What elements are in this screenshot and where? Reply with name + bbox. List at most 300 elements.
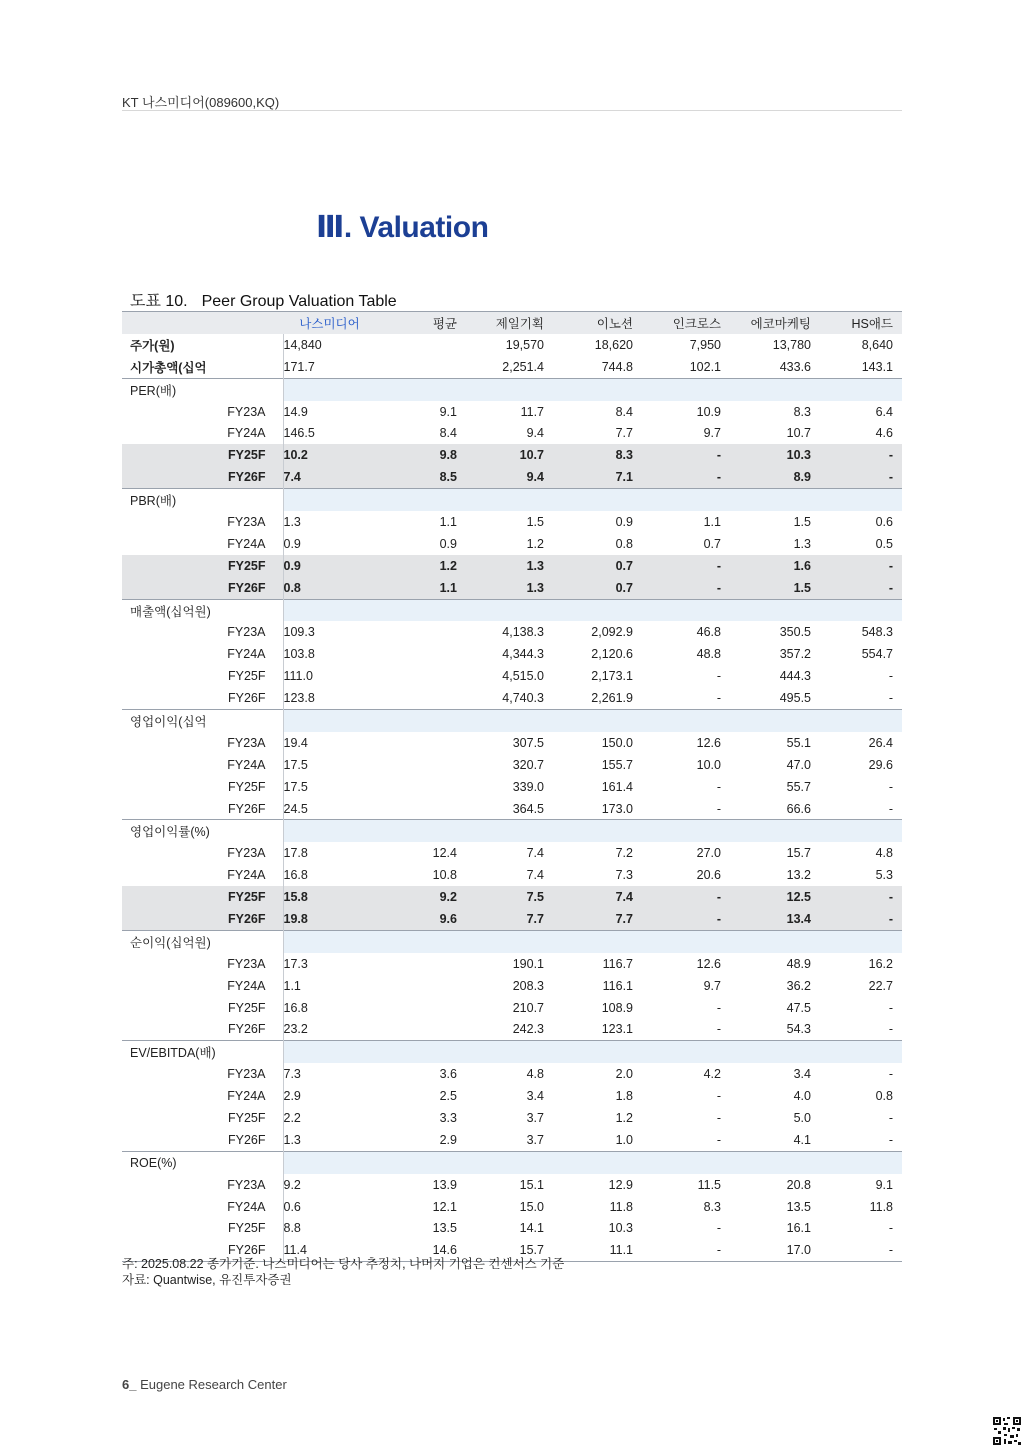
table-cell: - <box>642 444 730 466</box>
table-cell: 7.1 <box>553 466 642 488</box>
table-cell: 16.8 <box>283 1000 308 1015</box>
table-cell: 9.1 <box>439 404 457 419</box>
table-row <box>122 754 902 776</box>
table-cell: 173.0 <box>601 801 633 816</box>
table-cell: 48.9 <box>786 956 811 971</box>
table-cell: 66.6 <box>786 801 811 816</box>
table-cell: 11.7 <box>520 404 544 419</box>
table-cell: 13.9 <box>432 1177 457 1192</box>
table-cell: 1.1 <box>376 577 466 599</box>
table-row <box>122 444 902 466</box>
group-header-row <box>122 1151 902 1173</box>
table-cell: 150.0 <box>601 735 633 750</box>
table-cell: 26.4 <box>868 735 893 750</box>
table-cell <box>376 687 466 709</box>
table-cell: 10.2 <box>283 444 376 466</box>
table-cell: 102.1 <box>689 359 721 374</box>
table-row <box>122 422 902 444</box>
table-cell: 109.3 <box>283 625 315 640</box>
table-cell: 55.1 <box>786 735 811 750</box>
table-cell: 433.6 <box>779 359 811 374</box>
table-row <box>122 953 902 975</box>
footnote <box>122 1256 564 1288</box>
table-cell: - <box>716 1111 721 1125</box>
table-cell: 7.4 <box>526 846 544 861</box>
period-label: FY23A <box>122 621 283 643</box>
table-cell: 27.0 <box>696 846 721 861</box>
table-cell: 1.1 <box>283 978 301 993</box>
table-header-row <box>122 312 902 334</box>
group-label: PER(배) <box>122 378 283 400</box>
table-cell: 18,620 <box>594 337 633 352</box>
table-cell: 8,640 <box>861 337 893 352</box>
table-cell: 364.5 <box>512 801 544 816</box>
table-cell: 339.0 <box>512 779 544 794</box>
table-cell: 320.7 <box>512 757 544 772</box>
table-cell: - <box>820 886 902 908</box>
table-cell: 3.6 <box>439 1067 457 1082</box>
table-cell: 17.0 <box>786 1243 811 1258</box>
table-cell: 6.4 <box>875 404 893 419</box>
table-cell: 10.9 <box>696 404 721 419</box>
table-cell: 15.7 <box>519 1243 544 1258</box>
period-label: FY24A <box>122 643 283 665</box>
table-cell: 146.5 <box>283 426 315 441</box>
table-cell: 3.4 <box>793 1067 811 1082</box>
table-cell: - <box>888 1000 893 1015</box>
table-cell: - <box>888 669 893 684</box>
column-header: 인크로스 <box>642 312 730 334</box>
table-row <box>122 687 902 709</box>
table-cell: 15.8 <box>283 886 376 908</box>
table-cell: 9.7 <box>703 978 721 993</box>
table-cell: 444.3 <box>779 669 811 684</box>
table-row <box>122 1196 902 1218</box>
table-cell: 19.4 <box>283 735 308 750</box>
table-cell <box>376 1019 466 1041</box>
table-cell: - <box>888 691 893 706</box>
table-cell: 29.6 <box>868 757 893 772</box>
table-cell: 48.8 <box>696 647 721 662</box>
table-cell: 4,515.0 <box>502 669 544 684</box>
table-cell: - <box>820 444 902 466</box>
table-cell: 14,840 <box>283 337 322 352</box>
header-blank-cell <box>122 312 283 334</box>
table-cell: 11.5 <box>697 1177 721 1192</box>
table-cell: 10.8 <box>432 868 457 883</box>
table-cell: - <box>888 779 893 794</box>
column-header: 평균 <box>376 312 466 334</box>
group-band <box>283 710 902 732</box>
table-cell: 14.9 <box>283 404 308 419</box>
group-label: ROE(%) <box>122 1151 283 1173</box>
table-cell: 7.7 <box>466 908 553 930</box>
table-cell: 7.2 <box>615 846 633 861</box>
table-cell: 10.0 <box>696 757 721 772</box>
table-cell: 11.4 <box>283 1243 307 1258</box>
period-label: FY23A <box>122 401 283 423</box>
peer-valuation-table <box>122 311 902 1262</box>
group-header-row <box>122 378 902 400</box>
table-cell: 15.1 <box>519 1177 544 1192</box>
table-cell: 13.5 <box>786 1199 811 1214</box>
table-row <box>122 334 902 356</box>
table-cell: - <box>716 779 721 794</box>
period-label: FY26F <box>122 577 283 599</box>
table-cell: - <box>716 801 721 816</box>
table-cell: - <box>888 801 893 816</box>
table-cell: 161.4 <box>601 779 633 794</box>
table-cell: 190.1 <box>512 956 544 971</box>
table-cell: 210.7 <box>512 1000 544 1015</box>
table-cell: 12.6 <box>696 735 721 750</box>
group-header-row <box>122 1041 902 1063</box>
table-cell: 9.2 <box>283 1177 301 1192</box>
table-cell: 20.8 <box>786 1177 811 1192</box>
table-cell: 8.3 <box>553 444 642 466</box>
table-cell: - <box>888 1243 893 1258</box>
table-cell: 5.0 <box>793 1111 811 1125</box>
table-row <box>122 798 902 820</box>
table-cell: 22.7 <box>868 978 893 993</box>
table-cell: 20.6 <box>696 868 721 883</box>
table-row <box>122 555 902 577</box>
period-label: FY24A <box>122 864 283 886</box>
period-label: FY23A <box>122 842 283 864</box>
column-header: 이노션 <box>553 312 642 334</box>
table-cell: 0.7 <box>553 577 642 599</box>
table-cell: 2,120.6 <box>591 647 633 662</box>
table-cell <box>376 776 466 798</box>
period-label: FY23A <box>122 1063 283 1085</box>
table-cell: 17.8 <box>283 846 308 861</box>
table-cell: 9.6 <box>376 908 466 930</box>
table-cell: 7.4 <box>283 466 376 488</box>
table-cell: 17.3 <box>283 956 308 971</box>
table-row <box>122 776 902 798</box>
section-title: Ⅲ. Valuation <box>316 211 489 244</box>
page-footer <box>122 1377 287 1392</box>
table-row <box>122 511 902 533</box>
table-cell: 8.5 <box>376 466 466 488</box>
table-cell: 12.4 <box>432 846 457 861</box>
table-row <box>122 533 902 555</box>
table-row <box>122 842 902 864</box>
period-label: FY26F <box>122 1019 283 1041</box>
group-header-row <box>122 599 902 621</box>
table-cell: 495.5 <box>779 691 811 706</box>
column-header: 제일기획 <box>466 312 553 334</box>
period-label: FY26F <box>122 798 283 820</box>
table-cell: 2,251.4 <box>502 359 544 374</box>
table-cell: 10.7 <box>466 444 553 466</box>
table-cell: 1.5 <box>526 514 544 529</box>
table-cell: - <box>820 555 902 577</box>
table-cell: 8.4 <box>439 426 457 441</box>
table-cell: - <box>642 908 730 930</box>
table-cell: 1.2 <box>526 536 544 551</box>
table-cell: 9.8 <box>376 444 466 466</box>
table-cell: 2.5 <box>439 1089 457 1104</box>
period-label: FY26F <box>122 1239 283 1261</box>
table-cell: 13.4 <box>730 908 820 930</box>
table-cell: 7.4 <box>553 886 642 908</box>
table-cell: 0.9 <box>283 555 376 577</box>
table-cell: 103.8 <box>283 647 315 662</box>
table-cell: 4.8 <box>526 1067 544 1082</box>
table-cell: 2.2 <box>283 1111 301 1125</box>
table-cell: 3.7 <box>526 1132 544 1147</box>
table-cell: 548.3 <box>861 625 893 640</box>
table-cell: 0.8 <box>875 1089 893 1104</box>
table-cell: - <box>716 1221 721 1236</box>
table-cell: 11.8 <box>869 1199 893 1214</box>
table-cell: 0.8 <box>615 536 633 551</box>
table-cell: 4.1 <box>793 1132 811 1147</box>
group-band <box>283 378 902 400</box>
table-row <box>122 1063 902 1085</box>
table-cell: 4,344.3 <box>502 647 544 662</box>
table-caption <box>130 288 397 311</box>
table-cell <box>376 975 466 997</box>
row-label: 시가총액(십억 <box>122 356 283 378</box>
table-row <box>122 1019 902 1041</box>
table-cell: 5.3 <box>875 868 893 883</box>
table-cell: 10.3 <box>608 1221 633 1236</box>
table-cell <box>376 643 466 665</box>
table-cell: 155.7 <box>601 757 633 772</box>
table-cell: 19,570 <box>505 337 544 352</box>
table-cell: - <box>716 1000 721 1015</box>
table-cell: 46.8 <box>696 625 721 640</box>
table-cell: - <box>716 1089 721 1104</box>
table-cell: - <box>716 691 721 706</box>
table-cell: 16.1 <box>786 1221 811 1236</box>
column-header: 나스미디어 <box>283 312 376 334</box>
table-cell: 9.2 <box>376 886 466 908</box>
table-cell: 0.9 <box>283 536 301 551</box>
header-divider <box>122 110 902 111</box>
group-header-row <box>122 489 902 511</box>
table-cell: 4,740.3 <box>502 691 544 706</box>
table-cell: 2,092.9 <box>591 625 633 640</box>
table-cell: 1.3 <box>283 1132 301 1147</box>
table-cell: 116.1 <box>602 978 633 993</box>
table-row <box>122 997 902 1019</box>
table-cell: 0.8 <box>283 577 376 599</box>
table-cell: - <box>642 577 730 599</box>
table-cell: 4,138.3 <box>502 625 544 640</box>
group-label: 매출액(십억원) <box>122 599 283 621</box>
table-row <box>122 577 902 599</box>
table-row <box>122 665 902 687</box>
footnote-source: 자료: Quantwise, 유진투자증권 <box>122 1273 292 1287</box>
table-cell <box>376 997 466 1019</box>
table-cell: 23.2 <box>283 1022 308 1037</box>
period-label: FY25F <box>122 444 283 466</box>
period-label: FY25F <box>122 555 283 577</box>
table-cell: - <box>716 669 721 684</box>
table-cell: 1.8 <box>615 1089 633 1104</box>
group-band <box>283 599 902 621</box>
period-label: FY25F <box>122 1218 283 1240</box>
table-cell: 1.3 <box>283 514 301 529</box>
group-header-row <box>122 710 902 732</box>
table-cell <box>376 754 466 776</box>
column-header: 에코마케팅 <box>730 312 820 334</box>
table-cell: 19.8 <box>283 908 376 930</box>
table-cell: 1.5 <box>730 577 820 599</box>
table-cell: 12.6 <box>696 956 721 971</box>
period-label: FY25F <box>122 776 283 798</box>
table-cell: 13.2 <box>786 868 811 883</box>
table-cell: 123.1 <box>601 1022 633 1037</box>
table-cell: 0.7 <box>703 536 721 551</box>
table-cell: 8.3 <box>793 404 811 419</box>
table-cell <box>376 665 466 687</box>
table-cell: 12.9 <box>608 1177 633 1192</box>
table-cell: 8.4 <box>615 404 633 419</box>
table-cell: 2.9 <box>283 1089 301 1104</box>
table-cell: 8.8 <box>283 1221 301 1236</box>
footer-org: Eugene Research Center <box>136 1377 287 1392</box>
table-cell: 11.8 <box>609 1199 633 1214</box>
group-label: PBR(배) <box>122 489 283 511</box>
period-label: FY24A <box>122 1085 283 1107</box>
table-cell: - <box>642 886 730 908</box>
table-cell: 7.3 <box>283 1067 301 1082</box>
table-cell: - <box>820 908 902 930</box>
table-cell: 357.2 <box>779 647 811 662</box>
table-cell: 1.3 <box>793 536 811 551</box>
table-cell: 8.3 <box>703 1199 721 1214</box>
period-label: FY24A <box>122 754 283 776</box>
table-cell: 0.6 <box>875 514 893 529</box>
table-cell: 350.5 <box>779 625 811 640</box>
table-cell: 1.3 <box>466 555 553 577</box>
table-cell: 13.5 <box>432 1221 457 1236</box>
table-cell: - <box>888 1221 893 1236</box>
footnote-basis: 주: 2025.08.22 종가기준. 나스미디어는 당사 추정치, 나머지 기업은 컨센서스 기준 <box>122 1257 565 1271</box>
period-label: FY25F <box>122 665 283 687</box>
group-header-row <box>122 820 902 842</box>
table-cell: 554.7 <box>861 647 893 662</box>
group-header-row <box>122 930 902 952</box>
table-row <box>122 621 902 643</box>
table-cell: 2.9 <box>439 1132 457 1147</box>
table-cell: 7.7 <box>553 908 642 930</box>
table-row <box>122 886 902 908</box>
table-cell: 16.2 <box>868 956 893 971</box>
period-label: FY23A <box>122 732 283 754</box>
table-cell: 1.5 <box>793 514 811 529</box>
table-cell <box>376 732 466 754</box>
table-cell: 0.9 <box>439 536 457 551</box>
table-cell: 9.7 <box>703 426 721 441</box>
page-number: 6_ <box>122 1377 137 1392</box>
table-cell: 1.0 <box>615 1132 633 1147</box>
period-label: FY26F <box>122 687 283 709</box>
table-cell: 2,261.9 <box>591 691 633 706</box>
table-cell <box>376 798 466 820</box>
group-label: 영업이익(십억 <box>122 710 283 732</box>
table-row <box>122 1107 902 1129</box>
table-cell: 7,950 <box>689 337 721 352</box>
table-cell: 0.9 <box>615 514 633 529</box>
table-cell: 1.1 <box>439 514 457 529</box>
table-cell: - <box>888 1022 893 1037</box>
table-cell: 7.3 <box>615 868 633 883</box>
group-band <box>283 489 902 511</box>
table-cell: 14.1 <box>519 1221 544 1236</box>
table-cell: 4.6 <box>875 426 893 441</box>
table-cell <box>376 334 466 356</box>
table-cell: 744.8 <box>601 359 633 374</box>
table-cell: 10.3 <box>730 444 820 466</box>
column-header: HS애드 <box>820 312 902 334</box>
table-cell: - <box>716 1022 721 1037</box>
table-cell: 54.3 <box>786 1022 811 1037</box>
table-cell: - <box>888 1067 893 1082</box>
table-cell: 9.4 <box>526 426 544 441</box>
table-cell: - <box>642 555 730 577</box>
period-label: FY25F <box>122 1107 283 1129</box>
table-cell: 24.5 <box>283 801 308 816</box>
report-header: KT 나스미디어(089600,KQ) <box>122 95 280 110</box>
table-cell: 3.3 <box>439 1111 457 1125</box>
table-cell: 3.7 <box>526 1111 544 1125</box>
period-label: FY23A <box>122 511 283 533</box>
table-cell: 9.4 <box>466 466 553 488</box>
table-cell: 36.2 <box>786 978 811 993</box>
table-cell: - <box>716 1132 721 1147</box>
table-cell: 0.7 <box>553 555 642 577</box>
period-label: FY25F <box>122 997 283 1019</box>
table-cell: 8.9 <box>730 466 820 488</box>
table-cell: 9.1 <box>875 1177 893 1192</box>
table-cell: 1.6 <box>730 555 820 577</box>
table-row <box>122 643 902 665</box>
row-label: 주가(원) <box>122 334 283 356</box>
table-cell: - <box>820 577 902 599</box>
period-label: FY24A <box>122 422 283 444</box>
table-cell: - <box>716 1243 721 1258</box>
period-label: FY25F <box>122 886 283 908</box>
table-row <box>122 1218 902 1240</box>
table-cell: 47.5 <box>786 1000 811 1015</box>
table-cell: 0.5 <box>875 536 893 551</box>
table-cell: 17.5 <box>283 779 308 794</box>
table-cell: 116.7 <box>602 956 633 971</box>
table-cell: 307.5 <box>512 735 544 750</box>
table-cell: 123.8 <box>283 691 315 706</box>
table-cell <box>376 953 466 975</box>
table-cell: 111.0 <box>283 669 313 684</box>
group-label: 영업이익률(%) <box>122 820 283 842</box>
group-band <box>283 1151 902 1173</box>
table-cell: 242.3 <box>512 1022 544 1037</box>
table-row <box>122 401 902 423</box>
period-label: FY24A <box>122 975 283 997</box>
table-cell: 55.7 <box>786 779 811 794</box>
table-cell: 12.5 <box>730 886 820 908</box>
table-title: Peer Group Valuation Table <box>201 293 397 310</box>
table-cell: 0.6 <box>283 1199 301 1214</box>
table-cell: 47.0 <box>786 757 811 772</box>
table-cell: 1.2 <box>615 1111 633 1125</box>
table-cell: - <box>888 1132 893 1147</box>
table-row <box>122 732 902 754</box>
